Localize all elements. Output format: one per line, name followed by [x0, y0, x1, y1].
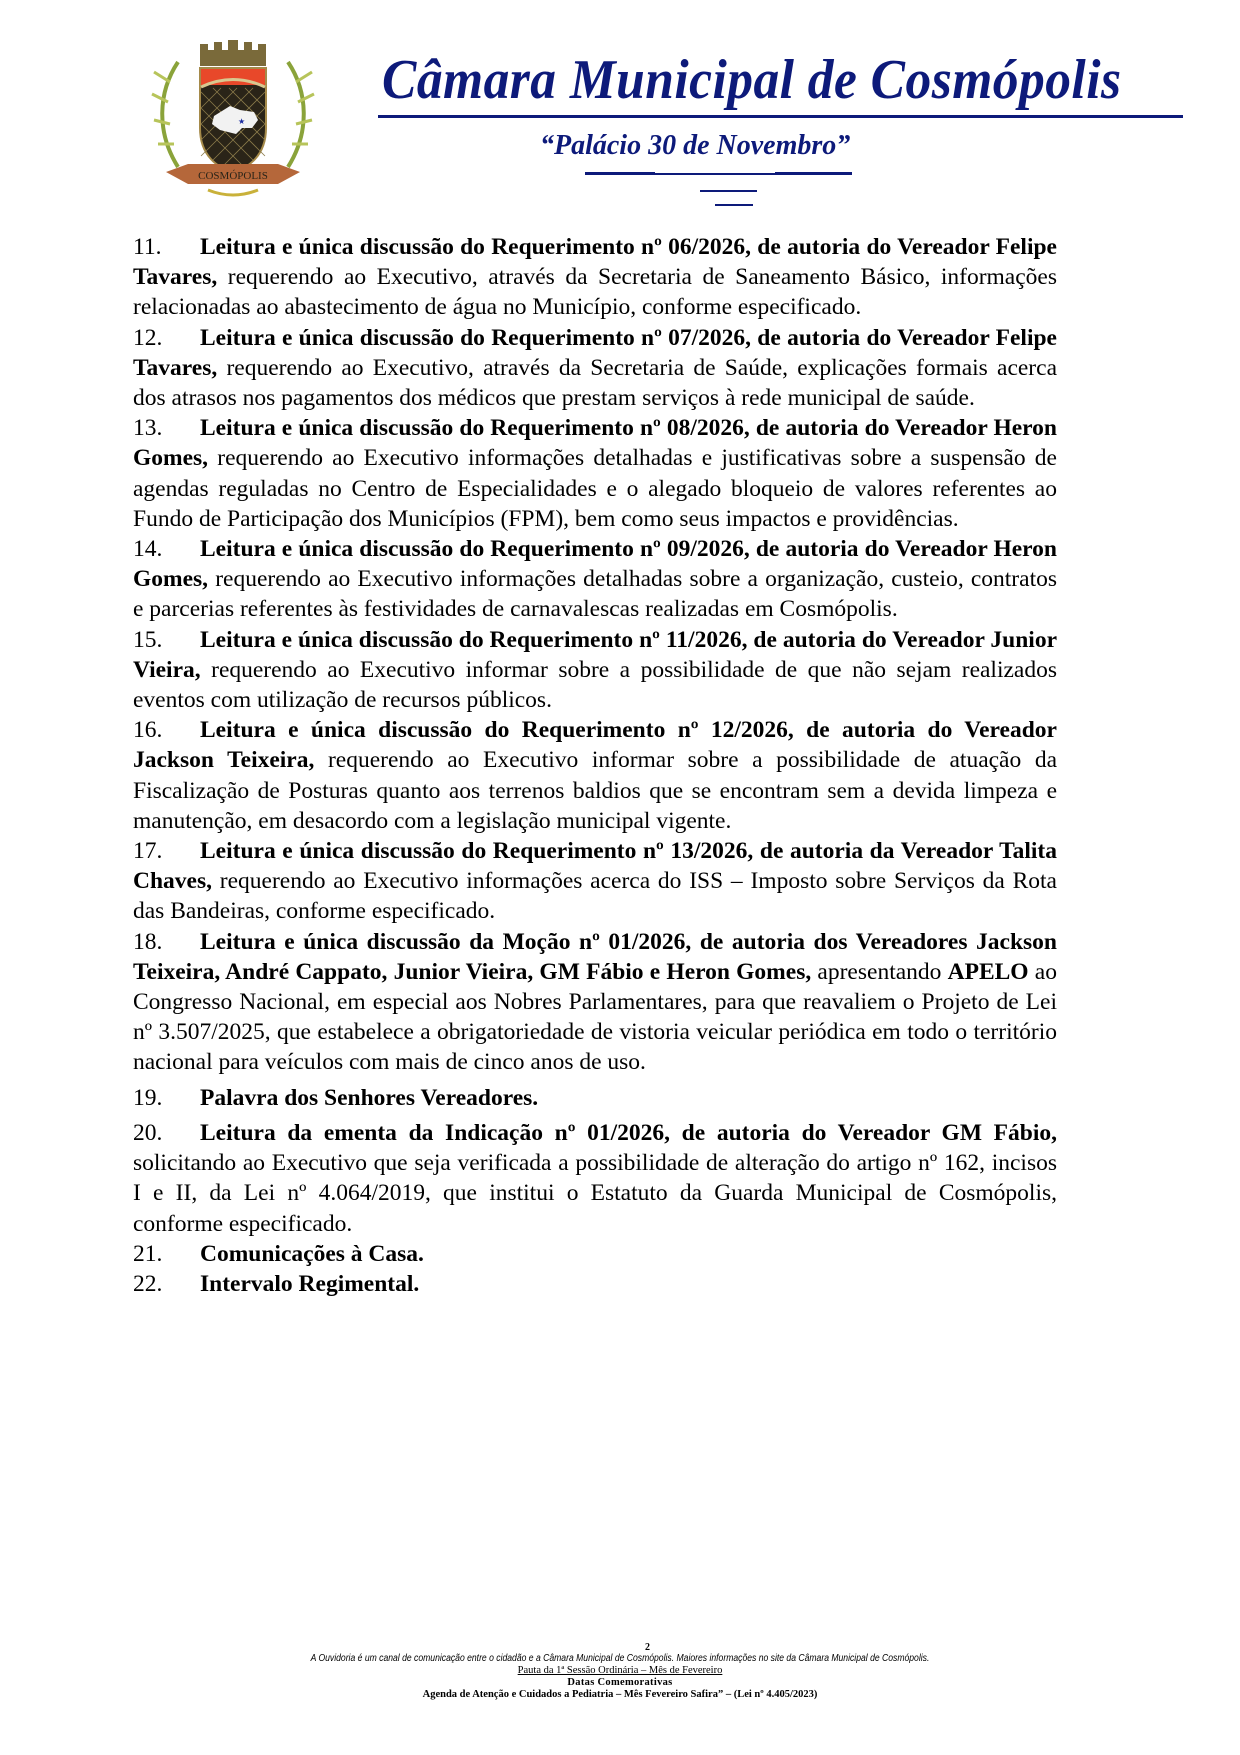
ouvidoria-note: A Ouvidoria é um canal de comunicação entre o cidadão e a Câmara Municipal de Cosmópolis. Maiores informações no site da Câmara Municipal de Cosmópolis. — [310, 1653, 930, 1664]
item-title: Leitura e única discussão do Requerimento nº 08/2026, de autoria do Vereador Heron Gomes, — [133, 415, 1057, 472]
agenda-item — [133, 1118, 1057, 1239]
item-number: 13. — [133, 415, 163, 442]
agenda-item — [133, 1083, 1057, 1113]
agenda-item — [133, 1269, 1057, 1299]
commemorative-dates-heading: Datas Comemorativas — [567, 1677, 673, 1688]
agenda-item — [133, 836, 1057, 927]
coat-of-arms-icon — [148, 32, 318, 204]
item-title: Comunicações à Casa. — [200, 1240, 424, 1267]
session-agenda-title: Pauta da 1ª Sessão Ordinária – Mês de Fevereiro — [517, 1665, 723, 1676]
item-title: Intervalo Regimental. — [200, 1270, 420, 1297]
decorative-rule — [655, 173, 775, 175]
item-text: requerendo ao Executivo, através da Secretaria de Saúde, explicações formais acerca dos atrasos nos pagamentos dos médicos que prestam serviços à rede municipal de saúde. — [133, 354, 1057, 412]
item-title: Leitura e única discussão do Requerimento nº 12/2026, de autoria do Vereador Jackson Teixeira, — [133, 717, 1057, 774]
page-title: Câmara Municipal de Cosmópolis — [382, 49, 1122, 111]
item-number: 15. — [133, 626, 163, 653]
agenda-item — [133, 927, 1057, 1078]
item-title: Leitura e única discussão do Requerimento nº 11/2026, de autoria do Vereador Junior Vieira, — [133, 626, 1057, 683]
item-text: apresentando — [811, 958, 948, 985]
item-text: requerendo ao Executivo, através da Secretaria de Saneamento Básico, informações relacionadas ao abastecimento de água no Município, conforme especificado. — [133, 264, 1057, 321]
agenda-item — [133, 232, 1057, 323]
agenda-item — [133, 625, 1057, 716]
item-title: Palavra dos Senhores Vereadores. — [200, 1084, 539, 1111]
item-number: 17. — [133, 838, 163, 865]
item-text: requerendo ao Executivo informar sobre a possibilidade de atuação da Fiscalização de Posturas quanto aos terrenos baldios que se encontram sem a devida limpeza e manutenção, em desacordo com a legislação municipal vigente. — [133, 747, 1057, 834]
item-text: ao Congresso Nacional, em especial aos Nobres Parlamentares, para que reavaliem o Projeto de Lei nº 3.507/2025, que estabelece a obrigatoriedade de vistoria veicular periódica em todo o território nacional para veículos com mais de cinco anos de uso. — [133, 958, 1057, 1076]
item-number: 16. — [133, 717, 163, 744]
item-number: 19. — [133, 1084, 163, 1111]
item-number: 20. — [133, 1119, 163, 1146]
item-emphasis: APELO — [947, 958, 1029, 985]
agenda-item — [133, 1239, 1057, 1269]
item-title: Leitura e única discussão do Requerimento nº 07/2026, de autoria do Vereador Felipe Tavares, — [133, 324, 1057, 381]
item-number: 11. — [133, 234, 162, 260]
agenda-item — [133, 323, 1057, 414]
decorative-rule — [700, 190, 757, 192]
item-number: 18. — [133, 928, 163, 955]
item-title: Leitura e única discussão do Requerimento nº 13/2026, de autoria da Vereador Talita Chaves, — [133, 838, 1057, 895]
item-text: solicitando ao Executivo que seja verificada a possibilidade de alteração do artigo nº 162, incisos I e II, da Lei nº 4.064/2019, que institui o Estatuto da Guarda Municipal de Cosmópolis, conforme especificado. — [133, 1150, 1057, 1237]
star-icon: ★ — [238, 117, 246, 126]
item-title: Leitura e única discussão do Requerimento nº 09/2026, de autoria do Vereador Heron Gomes, — [133, 536, 1057, 593]
item-title: Leitura e única discussão do Requerimento nº 06/2026, de autoria do Vereador Felipe Tavares, — [133, 234, 1057, 291]
item-number: 22. — [133, 1270, 163, 1297]
agenda-item — [133, 715, 1057, 836]
item-number: 21. — [133, 1240, 163, 1267]
item-text: requerendo ao Executivo informações acerca do ISS – Imposto sobre Serviços da Rota das Bandeiras, conforme especificado. — [133, 868, 1057, 925]
svg-text:COSMÓPOLIS: COSMÓPOLIS — [198, 170, 268, 182]
agenda-item — [133, 534, 1057, 625]
title-underline — [378, 115, 1183, 118]
page-footer — [0, 1642, 1240, 1701]
commemorative-date-entry: Agenda de Atenção e Cuidados a Pediatria – Mês Fevereiro Safira” – (Lei nº 4.405/2023) — [422, 1689, 818, 1700]
item-number: 14. — [133, 536, 163, 563]
decorative-rule — [775, 172, 852, 175]
item-number: 12. — [133, 324, 163, 351]
item-text: requerendo ao Executivo informações detalhadas sobre a organização, custeio, contratos e parcerias referentes às festividades de carnavalescas realizadas em Cosmópolis. — [133, 566, 1057, 623]
item-title: Leitura e única discussão da Moção nº 01/2026, de autoria dos Vereadores Jackson Teixeira, André Cappato, Junior Vieira, GM Fábio e Heron Gomes, — [133, 928, 1057, 985]
item-text: requerendo ao Executivo informar sobre a possibilidade de que não sejam realizados eventos com utilização de recursos públicos. — [133, 656, 1057, 714]
agenda-item — [133, 413, 1057, 534]
decorative-rule — [585, 172, 655, 175]
item-title: Leitura da ementa da Indicação nº 01/2026, de autoria do Vereador GM Fábio, — [200, 1119, 1057, 1146]
decorative-rule — [715, 204, 753, 206]
page-number: 2 — [645, 1642, 650, 1653]
subtitle: “Palácio 30 de Novembro” — [540, 130, 851, 161]
item-text: requerendo ao Executivo informações detalhadas e justificativas sobre a suspensão de agendas reguladas no Centro de Especialidades e o alegado bloqueio de valores referentes ao Fundo de Participação dos Municípios (FPM), bem como seus impactos e providências. — [133, 445, 1057, 532]
agenda-list — [133, 232, 1057, 1299]
